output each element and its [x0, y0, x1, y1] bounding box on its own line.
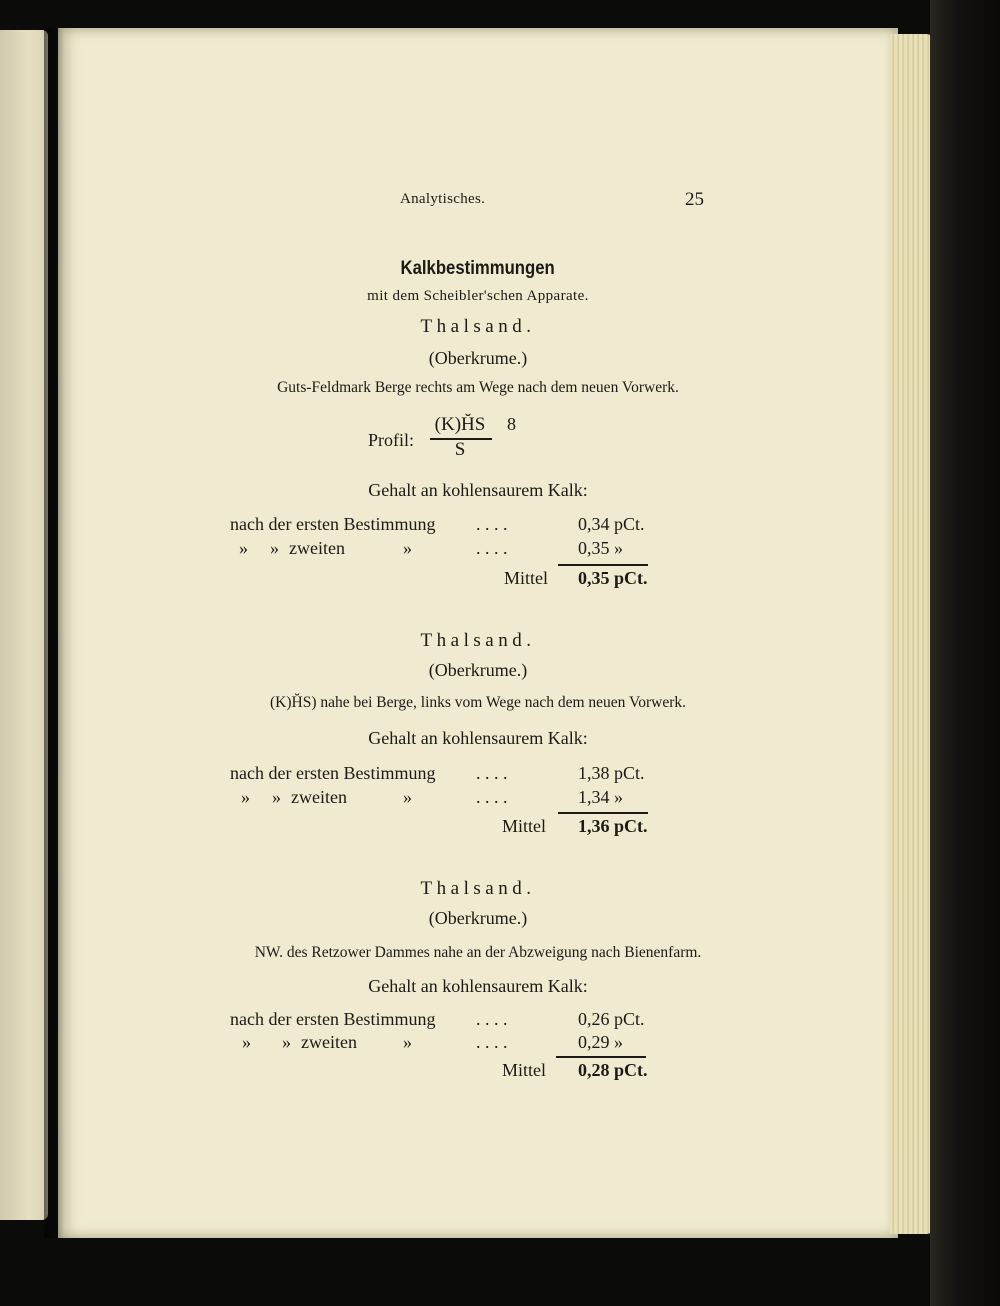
- left-page-edge: [0, 30, 48, 1220]
- section-soil: Thalsand.: [420, 316, 536, 337]
- mean-value: 0,28 pCt.: [578, 1060, 648, 1080]
- mean-value: 1,36 pCt.: [578, 816, 648, 836]
- section-soil: Thalsand.: [420, 878, 536, 899]
- content-label: Gehalt an kohlensaurem Kalk:: [368, 728, 588, 748]
- ditto-mark: »: [241, 787, 250, 807]
- profile-depth: 8: [507, 414, 516, 434]
- sum-rule: [558, 564, 648, 566]
- mean-label: Mittel: [504, 568, 548, 588]
- gutter-shadow: [44, 28, 64, 1238]
- row-label: nach der ersten Bestimmung: [230, 514, 436, 534]
- mean-label: Mittel: [502, 1060, 546, 1080]
- row-dots: . . . .: [476, 1032, 508, 1052]
- ditto-mark: »: [403, 1032, 412, 1052]
- row-value: 0,26 pCt.: [578, 1009, 645, 1029]
- page-title: Kalkbestimmungen: [400, 258, 556, 279]
- profile-label: Profil:: [368, 430, 415, 450]
- ditto-mark: »: [242, 1032, 251, 1052]
- section-location: (K)H̆S) nahe bei Berge, links vom Wege nach dem neuen Vorwerk.: [269, 694, 686, 711]
- ditto-mark: »: [282, 1032, 291, 1052]
- row-value: 0,35 »: [578, 538, 623, 558]
- running-header: Analytisches.: [400, 191, 486, 207]
- mean-value: 0,35 pCt.: [578, 568, 648, 588]
- row-dots: . . . .: [476, 763, 508, 783]
- ditto-mark: »: [239, 538, 248, 558]
- row-dots: . . . .: [476, 787, 508, 807]
- row-label: zweiten: [289, 538, 345, 558]
- row-value: 0,34 pCt.: [578, 514, 645, 534]
- ditto-mark: »: [403, 787, 412, 807]
- row-value: 1,38 pCt.: [578, 763, 645, 783]
- content-label: Gehalt an kohlensaurem Kalk:: [368, 976, 588, 996]
- row-label: zweiten: [301, 1032, 357, 1052]
- row-dots: . . . .: [476, 538, 508, 558]
- ditto-mark: »: [403, 538, 412, 558]
- row-dots: . . . .: [476, 1009, 508, 1029]
- mean-label: Mittel: [502, 816, 546, 836]
- row-label: zweiten: [291, 787, 347, 807]
- section-layer: (Oberkrume.): [428, 348, 528, 368]
- sum-rule: [556, 1056, 646, 1058]
- ditto-mark: »: [272, 787, 281, 807]
- profile-denominator: S: [454, 439, 466, 460]
- row-label: nach der ersten Bestimmung: [230, 763, 436, 783]
- sum-rule: [558, 812, 648, 814]
- page-number: 25: [685, 189, 704, 210]
- row-value: 1,34 »: [578, 787, 623, 807]
- section-location: Guts-Feldmark Berge rechts am Wege nach dem neuen Vorwerk.: [277, 379, 679, 396]
- section-location: NW. des Retzower Dammes nahe an der Abzweigung nach Bienenfarm.: [254, 944, 702, 961]
- book-cover-edge: [930, 0, 1000, 1306]
- section-soil: Thalsand.: [420, 630, 536, 651]
- profile-numerator: (K)H̆S: [434, 414, 486, 435]
- book-page: [58, 28, 898, 1238]
- row-value: 0,29 »: [578, 1032, 623, 1052]
- page-subtitle: mit dem Scheibler'schen Apparate.: [367, 288, 589, 304]
- content-label: Gehalt an kohlensaurem Kalk:: [368, 480, 588, 500]
- row-label: nach der ersten Bestimmung: [230, 1009, 436, 1029]
- section-layer: (Oberkrume.): [428, 660, 528, 680]
- row-dots: . . . .: [476, 514, 508, 534]
- page-title-wrap: [58, 258, 898, 280]
- section-layer: (Oberkrume.): [428, 908, 528, 928]
- ditto-mark: »: [270, 538, 279, 558]
